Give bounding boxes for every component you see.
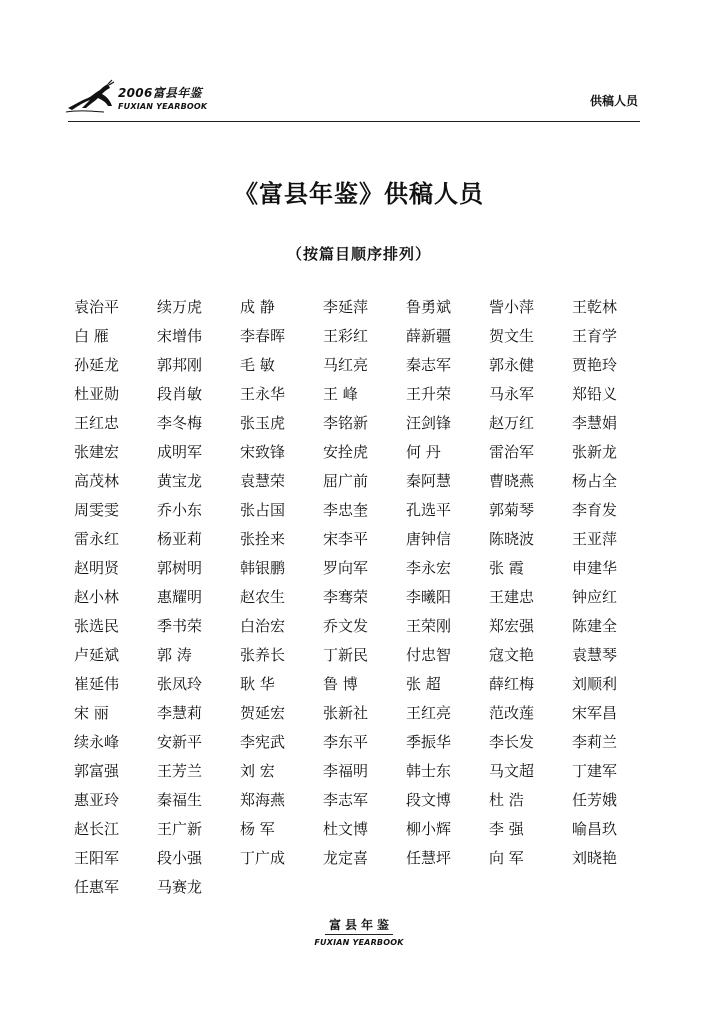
contributor-name: 汪剑锋 xyxy=(406,414,452,432)
contributor-name: 高茂林 xyxy=(74,472,120,490)
contributor-name: 成 静 xyxy=(240,298,275,316)
contributor-name: 李东平 xyxy=(323,733,369,751)
contributor-name: 李志军 xyxy=(323,791,369,809)
contributor-name: 白治宏 xyxy=(240,617,286,635)
contributor-name: 鲁 博 xyxy=(323,675,358,693)
contributor-name: 郑宏强 xyxy=(489,617,535,635)
contributor-name: 贺文生 xyxy=(489,327,535,345)
contributor-name: 张养长 xyxy=(240,646,286,664)
contributor-name: 范改莲 xyxy=(489,704,535,722)
contributor-name: 张新龙 xyxy=(572,443,618,461)
contributor-name: 李育发 xyxy=(572,501,618,519)
header-yearbook-subtitle: FUXIAN YEARBOOK xyxy=(118,102,208,111)
contributor-name: 秦志军 xyxy=(406,356,452,374)
contributor-name: 马赛龙 xyxy=(157,878,203,896)
contributor-name: 郑铅义 xyxy=(572,385,618,403)
contributor-name: 寇文艳 xyxy=(489,646,535,664)
contributor-name: 安拴虎 xyxy=(323,443,369,461)
contributor-name: 郭永健 xyxy=(489,356,535,374)
page-header xyxy=(60,78,640,128)
contributor-name: 刘 宏 xyxy=(240,762,275,780)
contributor-name: 袁慧荣 xyxy=(240,472,286,490)
contributor-name: 李莉兰 xyxy=(572,733,618,751)
header-divider xyxy=(68,121,640,122)
contributor-name: 张选民 xyxy=(74,617,120,635)
contributor-name: 訾小萍 xyxy=(489,298,535,316)
contributor-name: 成明军 xyxy=(157,443,203,461)
contributor-name: 季书荣 xyxy=(157,617,203,635)
contributor-name: 张玉虎 xyxy=(240,414,286,432)
contributor-name: 赵长江 xyxy=(74,820,120,838)
contributor-name: 王育学 xyxy=(572,327,618,345)
contributor-name: 韩银鹏 xyxy=(240,559,286,577)
page-title: 《富县年鉴》供稿人员 xyxy=(234,179,484,208)
contributor-name: 乔文发 xyxy=(323,617,369,635)
contributor-name: 郭树明 xyxy=(157,559,203,577)
contributor-name: 李慧莉 xyxy=(157,704,203,722)
contributor-name: 任惠军 xyxy=(74,878,120,896)
contributor-name: 钟应红 xyxy=(572,588,618,606)
contributor-name: 王 峰 xyxy=(323,385,358,403)
contributor-name: 宋增伟 xyxy=(157,327,203,345)
contributor-name: 马文超 xyxy=(489,762,535,780)
contributor-name: 王红忠 xyxy=(74,414,120,432)
contributor-name: 杜 浩 xyxy=(489,791,524,809)
contributor-name: 陈建全 xyxy=(572,617,618,635)
contributor-name: 向 军 xyxy=(489,849,524,867)
contributor-name: 杨 军 xyxy=(240,820,275,838)
contributor-name: 贾艳玲 xyxy=(572,356,618,374)
contributor-name: 王广新 xyxy=(157,820,203,838)
contributor-name: 张拴来 xyxy=(240,530,286,548)
page-footer xyxy=(0,914,718,947)
contributor-name: 周雯雯 xyxy=(74,501,120,519)
contributor-name: 白 雁 xyxy=(74,327,109,345)
contributor-name: 孙延龙 xyxy=(74,356,120,374)
contributor-name: 黄宝龙 xyxy=(157,472,203,490)
deer-logo-icon xyxy=(64,78,120,118)
contributor-name: 贺延宏 xyxy=(240,704,286,722)
contributor-name: 陈晓波 xyxy=(489,530,535,548)
contributor-name: 马永军 xyxy=(489,385,535,403)
contributor-name: 王阳军 xyxy=(74,849,120,867)
header-section-label: 供稿人员 xyxy=(589,94,638,108)
contributor-name: 宋军昌 xyxy=(572,704,618,722)
contributor-name: 毛 敏 xyxy=(240,356,275,374)
contributor-name: 宋李平 xyxy=(323,530,369,548)
contributor-name: 雷治军 xyxy=(489,443,535,461)
contributor-name: 郭邦刚 xyxy=(157,356,203,374)
contributor-name: 李 强 xyxy=(489,820,524,838)
contributor-name: 王升荣 xyxy=(406,385,452,403)
contributor-name: 申建华 xyxy=(572,559,618,577)
contributor-name: 季振华 xyxy=(406,733,452,751)
contributor-name: 袁慧琴 xyxy=(572,646,618,664)
contributor-name: 郭菊琴 xyxy=(489,501,535,519)
contributor-name: 曹晓燕 xyxy=(489,472,535,490)
contributor-name: 王红亮 xyxy=(406,704,452,722)
contributor-name: 耿 华 xyxy=(240,675,275,693)
contributor-name: 秦福生 xyxy=(157,791,203,809)
contributor-name: 李骞荣 xyxy=(323,588,369,606)
contributor-name: 罗向军 xyxy=(323,559,369,577)
contributor-name: 崔延伟 xyxy=(74,675,120,693)
contributor-name: 王荣刚 xyxy=(406,617,452,635)
contributor-name: 王彩红 xyxy=(323,327,369,345)
contributor-name: 雷永红 xyxy=(74,530,120,548)
contributor-name: 杨亚莉 xyxy=(157,530,203,548)
contributor-name: 丁广成 xyxy=(240,849,286,867)
contributor-name: 郭富强 xyxy=(74,762,120,780)
contributor-name: 杨占全 xyxy=(572,472,618,490)
page-subtitle: （按篇目顺序排列） xyxy=(286,245,431,263)
contributor-name: 赵万红 xyxy=(489,414,535,432)
contributor-name: 李冬梅 xyxy=(157,414,203,432)
contributor-name: 张 超 xyxy=(406,675,441,693)
contributor-name: 惠耀明 xyxy=(157,588,203,606)
contributor-name: 何 丹 xyxy=(406,443,441,461)
contributor-name: 安新平 xyxy=(157,733,203,751)
contributor-name: 李慧娟 xyxy=(572,414,618,432)
contributor-name: 鲁勇斌 xyxy=(406,298,452,316)
contributor-name: 孔选平 xyxy=(406,501,452,519)
contributor-name: 喻昌玖 xyxy=(572,820,618,838)
contributor-name: 李延萍 xyxy=(323,298,369,316)
contributor-name: 赵农生 xyxy=(240,588,286,606)
contributor-name: 张占国 xyxy=(240,501,286,519)
contributor-name: 惠亚玲 xyxy=(74,791,120,809)
contributor-name: 卢延斌 xyxy=(74,646,120,664)
contributor-name: 赵明贤 xyxy=(74,559,120,577)
contributor-name: 宋 丽 xyxy=(74,704,109,722)
contributor-name: 郭 涛 xyxy=(157,646,192,664)
contributor-name: 王永华 xyxy=(240,385,286,403)
contributor-name: 续万虎 xyxy=(157,298,203,316)
contributor-name: 李忠奎 xyxy=(323,501,369,519)
contributor-name: 段文博 xyxy=(406,791,452,809)
contributor-name: 秦阿慧 xyxy=(406,472,452,490)
contributor-name: 丁新民 xyxy=(323,646,369,664)
contributor-name: 王建忠 xyxy=(489,588,535,606)
contributor-name: 乔小东 xyxy=(157,501,203,519)
contributor-name: 袁治平 xyxy=(74,298,120,316)
contributor-name: 段小强 xyxy=(157,849,203,867)
contributor-name: 宋致锋 xyxy=(240,443,286,461)
contributor-name: 屈广前 xyxy=(323,472,369,490)
contributor-name: 丁建军 xyxy=(572,762,618,780)
contributor-name: 薛红梅 xyxy=(489,675,535,693)
contributor-name: 段肖敏 xyxy=(157,385,203,403)
footer-yearbook-title: 富县年鉴 xyxy=(325,916,393,935)
contributor-name: 李曦阳 xyxy=(406,588,452,606)
contributor-name: 张 霞 xyxy=(489,559,524,577)
contributor-name: 李春晖 xyxy=(240,327,286,345)
contributor-name: 李福明 xyxy=(323,762,369,780)
contributor-name: 刘晓艳 xyxy=(572,849,618,867)
contributor-name: 张新社 xyxy=(323,704,369,722)
header-yearbook-title: 2006富县年鉴 xyxy=(118,86,202,100)
contributor-name: 唐钟信 xyxy=(406,530,452,548)
contributor-name: 马红亮 xyxy=(323,356,369,374)
footer-yearbook-subtitle: FUXIAN YEARBOOK xyxy=(314,938,404,947)
contributor-name: 李铭新 xyxy=(323,414,369,432)
contributor-name: 李长发 xyxy=(489,733,535,751)
contributor-name: 张建宏 xyxy=(74,443,120,461)
contributor-name-grid xyxy=(74,293,644,902)
contributor-name: 李宪武 xyxy=(240,733,286,751)
contributor-name: 续永峰 xyxy=(74,733,120,751)
contributor-name: 刘顺利 xyxy=(572,675,618,693)
contributor-name: 王芳兰 xyxy=(157,762,203,780)
contributor-name: 王亚萍 xyxy=(572,530,618,548)
contributor-name: 李永宏 xyxy=(406,559,452,577)
contributor-name: 任慧坪 xyxy=(406,849,452,867)
contributor-name: 柳小辉 xyxy=(406,820,452,838)
contributor-name: 龙定喜 xyxy=(323,849,369,867)
contributor-name: 赵小林 xyxy=(74,588,120,606)
contributor-name: 郑海燕 xyxy=(240,791,286,809)
contributor-name: 薛新疆 xyxy=(406,327,452,345)
contributor-name: 韩士东 xyxy=(406,762,452,780)
contributor-name: 任芳娥 xyxy=(572,791,618,809)
contributor-name: 付忠智 xyxy=(406,646,452,664)
contributor-name: 张凤玲 xyxy=(157,675,203,693)
contributor-name: 杜文博 xyxy=(323,820,369,838)
contributor-name: 杜亚勋 xyxy=(74,385,120,403)
contributor-name: 王乾林 xyxy=(572,298,618,316)
